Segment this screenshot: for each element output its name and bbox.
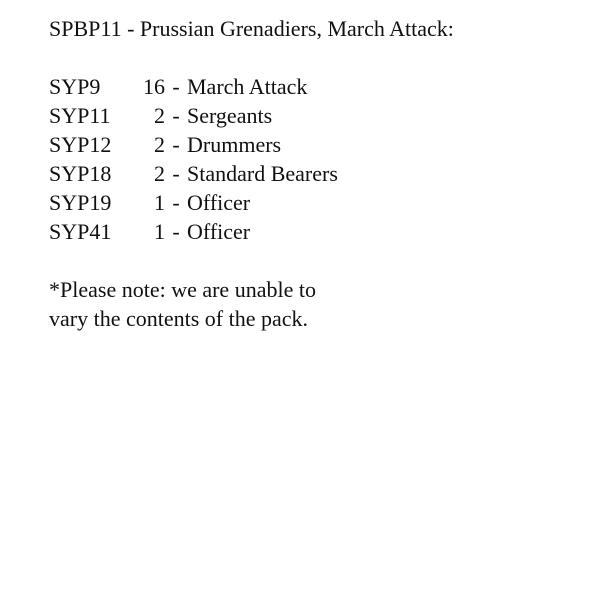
item-description: March Attack bbox=[187, 74, 308, 99]
item-separator: - bbox=[172, 74, 180, 99]
note-line: vary the contents of the pack. bbox=[49, 306, 309, 331]
item-code: SYP12 bbox=[49, 132, 112, 157]
item-code: SYP18 bbox=[49, 161, 112, 186]
list-item bbox=[49, 72, 589, 101]
item-quantity: 2 bbox=[154, 132, 165, 157]
pack-contents-list bbox=[49, 72, 589, 246]
item-description: Drummers bbox=[187, 132, 282, 157]
list-item bbox=[49, 217, 589, 246]
list-item bbox=[49, 188, 589, 217]
item-separator: - bbox=[172, 219, 180, 244]
item-description: Officer bbox=[187, 219, 251, 244]
item-description: Officer bbox=[187, 190, 251, 215]
list-item bbox=[49, 130, 589, 159]
item-quantity: 16 bbox=[143, 74, 165, 99]
pack-title: SPBP11 - Prussian Grenadiers, March Attack: bbox=[49, 16, 454, 41]
note-line: *Please note: we are unable to bbox=[49, 277, 316, 302]
list-item bbox=[49, 159, 589, 188]
item-quantity: 1 bbox=[154, 190, 165, 215]
item-code: SYP19 bbox=[49, 190, 112, 215]
item-quantity: 1 bbox=[154, 219, 165, 244]
item-code: SYP41 bbox=[49, 219, 112, 244]
item-separator: - bbox=[172, 132, 180, 157]
item-separator: - bbox=[172, 161, 180, 186]
item-description: Standard Bearers bbox=[187, 161, 338, 186]
item-separator: - bbox=[172, 103, 180, 128]
item-code: SYP9 bbox=[49, 74, 101, 99]
pack-note bbox=[49, 275, 589, 333]
document bbox=[49, 14, 589, 333]
item-description: Sergeants bbox=[187, 103, 273, 128]
item-code: SYP11 bbox=[49, 103, 111, 128]
list-item bbox=[49, 101, 589, 130]
item-separator: - bbox=[172, 190, 180, 215]
item-quantity: 2 bbox=[154, 161, 165, 186]
item-quantity: 2 bbox=[154, 103, 165, 128]
